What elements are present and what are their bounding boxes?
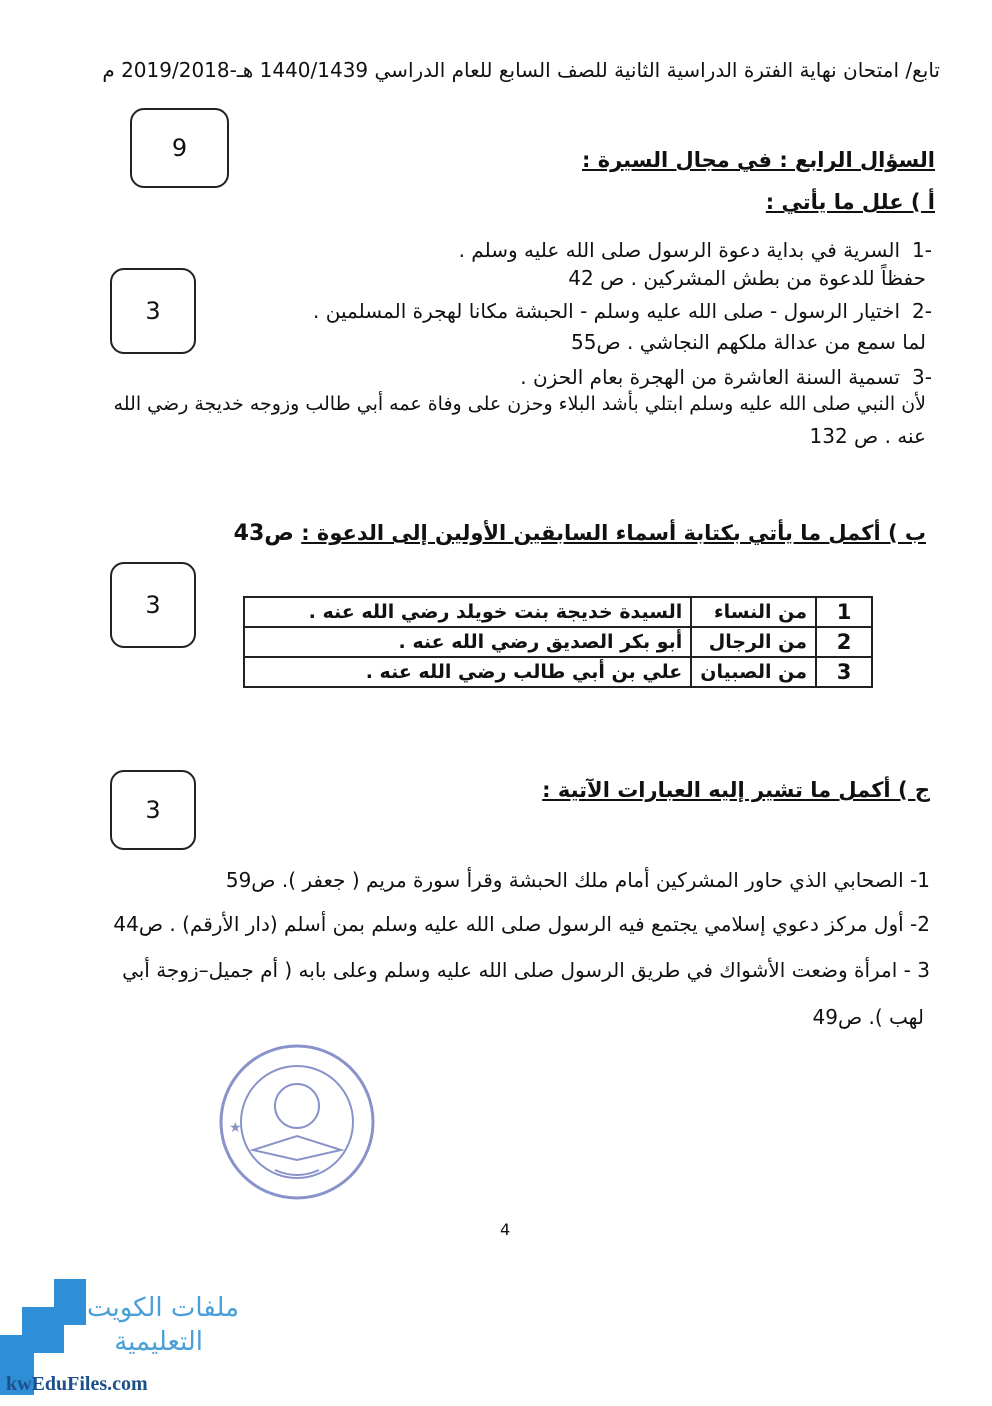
question-score-box: 9 (130, 108, 229, 188)
table-row (244, 657, 872, 687)
row-category: من الصبيان (691, 657, 816, 687)
part-a-item-1-question: السرية في بداية دعوة الرسول صلى الله عليه وسلم . (458, 238, 900, 262)
school-stamp (215, 1040, 380, 1205)
row-name: علي بن أبي طالب رضي الله عنه . (244, 657, 691, 687)
part-a-title: أ ) علل ما يأتي : (765, 190, 935, 214)
row-number: 1 (816, 597, 872, 627)
kwedufiles-logo (0, 1275, 245, 1402)
part-a-item-3-answer-line1: لأن النبي صلى الله عليه وسلم ابتلي بأشد البلاء وحزن على وفاة عمه أبي طالب وزوجه خديجة رضي الله (113, 393, 926, 415)
table-row (244, 597, 872, 627)
part-a-item-3-answer-line2: عنه . ص 132 (809, 424, 926, 448)
part-a-item-3-number: -3 (912, 365, 932, 389)
row-category: من الرجال (691, 627, 816, 657)
row-number: 2 (816, 627, 872, 657)
row-category: من النساء (691, 597, 816, 627)
part-a-item-1-answer: حفظاً للدعوة من بطش المشركين . ص 42 (568, 266, 926, 290)
row-name: أبو بكر الصديق رضي الله عنه . (244, 627, 691, 657)
part-a-item-2-number: -2 (912, 299, 932, 323)
part-b-title-wrap (234, 521, 926, 546)
part-c-score-box: 3 (110, 770, 196, 850)
part-a-item-3-question: تسمية السنة العاشرة من الهجرة بعام الحزن . (520, 365, 900, 389)
row-name: السيدة خديجة بنت خويلد رضي الله عنه . (244, 597, 691, 627)
svg-text:★: ★ (229, 1120, 242, 1136)
page-number: 4 (500, 1220, 511, 1239)
part-b-score-box: 3 (110, 562, 196, 648)
part-a-score-box: 3 (110, 268, 196, 354)
row-number: 3 (816, 657, 872, 687)
part-b-title: ب ) أكمل ما يأتي بكتابة أسماء السابقين الأولين إلى الدعوة : (301, 521, 926, 545)
logo-subtitle: التعليمية (114, 1327, 203, 1357)
part-c-title: ج ) أكمل ما تشير إليه العبارات الآتية : (542, 778, 930, 802)
logo-title: ملفات الكويت (86, 1293, 239, 1323)
part-c-item-3: 3 - امرأة وضعت الأشواك في طريق الرسول صلى الله عليه وسلم وعلى بابه ( أم جميل–زوجة أبي (122, 958, 930, 982)
table-row (244, 627, 872, 657)
part-c-item-2: 2- أول مركز دعوي إسلامي يجتمع فيه الرسول صلى الله عليه وسلم بمن أسلم (دار الأرقم) . ص44 (113, 912, 930, 936)
logo-url: kwEduFiles.com (6, 1373, 148, 1395)
part-a-item-1-number: -1 (912, 238, 932, 262)
part-a-item-2-question: اختيار الرسول - صلى الله عليه وسلم - الحبشة مكانا لهجرة المسلمين . (313, 299, 900, 323)
question-title: السؤال الرابع : في مجال السيرة : (581, 148, 935, 172)
part-a-item-2-answer: لما سمع من عدالة ملكهم النجاشي . ص55 (571, 330, 926, 354)
part-c-item-1: 1- الصحابي الذي حاور المشركين أمام ملك الحبشة وقرأ سورة مريم ( جعفر ). ص59 (225, 868, 930, 892)
exam-header: تابع/ امتحان نهاية الفترة الدراسية الثانية للصف السابع للعام الدراسي 1440/1439 هـ-2019/2018 م (102, 58, 940, 82)
names-table (243, 596, 873, 688)
part-c-item-3-cont: لهب ). ص49 (812, 1005, 924, 1029)
part-b-page-ref: ص43 (233, 521, 294, 546)
